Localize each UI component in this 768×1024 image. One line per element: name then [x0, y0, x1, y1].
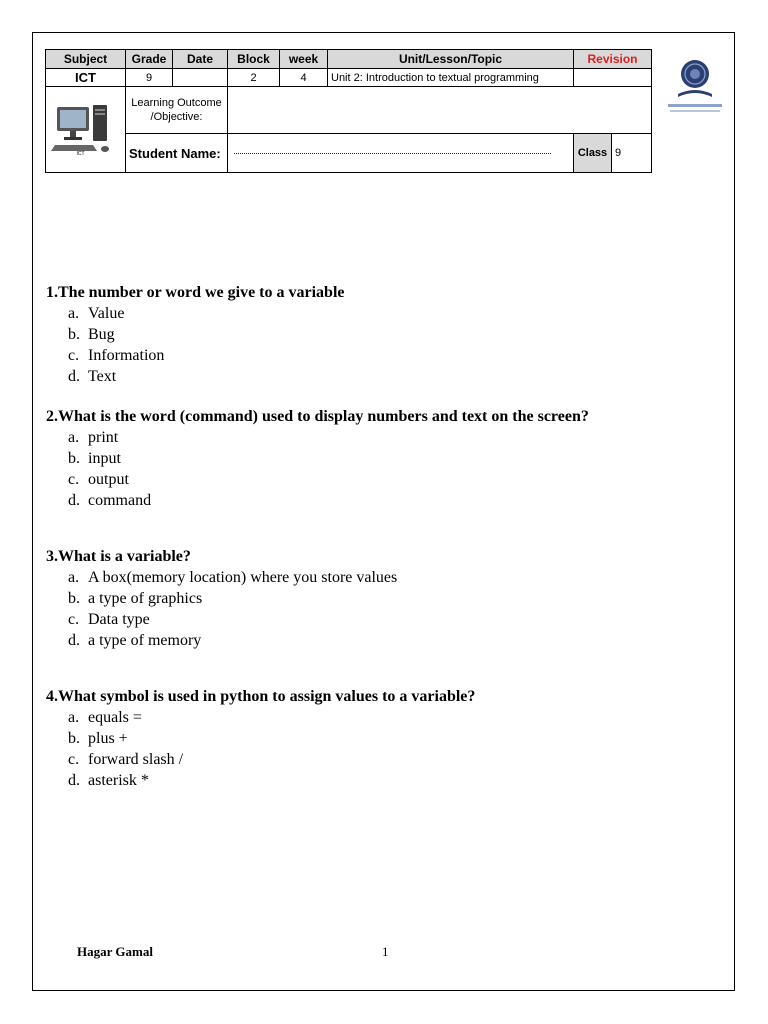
questions-section [46, 283, 736, 791]
option-item[interactable] [68, 707, 736, 728]
option-letter: b. [68, 590, 80, 607]
footer-author: Hagar Gamal [77, 944, 153, 959]
options-list [46, 567, 736, 651]
revision-value [574, 69, 652, 87]
option-letter: a. [68, 709, 80, 726]
option-text: print [88, 429, 119, 446]
options-list [46, 303, 736, 387]
week-header: week [280, 50, 328, 69]
option-item[interactable] [68, 630, 736, 651]
option-text: Information [88, 347, 165, 364]
option-letter: a. [68, 429, 80, 446]
option-item[interactable] [68, 749, 736, 770]
option-item[interactable] [68, 448, 736, 469]
pc-icon-caption: ICT [76, 150, 85, 157]
option-letter: d. [68, 632, 80, 649]
option-item[interactable] [68, 567, 736, 588]
option-text: Data type [88, 611, 150, 628]
option-text: input [88, 450, 121, 467]
option-letter: d. [68, 772, 80, 789]
revision-header: Revision [574, 50, 652, 69]
date-header: Date [173, 50, 228, 69]
option-text: forward slash / [88, 751, 184, 768]
option-text: Value [88, 305, 125, 322]
header-table [45, 49, 652, 173]
option-item[interactable] [68, 469, 736, 490]
class-value: 9 [612, 134, 652, 173]
option-letter: b. [68, 450, 80, 467]
option-letter: c. [68, 611, 80, 628]
option-text: command [88, 492, 152, 509]
option-text: equals = [88, 709, 142, 726]
pc-icon-cell [46, 87, 126, 173]
option-letter: d. [68, 368, 80, 385]
footer-page-number: 1 [382, 944, 389, 959]
option-item[interactable] [68, 728, 736, 749]
student-name-label: Student Name: [126, 134, 228, 173]
topic-value: Unit 2: Introduction to textual programming [328, 69, 574, 87]
options-list [46, 427, 736, 511]
option-letter: b. [68, 730, 80, 747]
date-value [173, 69, 228, 87]
grade-header: Grade [126, 50, 173, 69]
question-4 [46, 687, 736, 791]
option-letter: c. [68, 347, 80, 364]
option-letter: d. [68, 492, 80, 509]
options-list [46, 707, 736, 791]
option-letter: c. [68, 471, 80, 488]
week-value: 4 [280, 69, 328, 87]
option-text: a type of memory [88, 632, 202, 649]
option-text: plus + [88, 730, 128, 747]
option-item[interactable] [68, 345, 736, 366]
option-item[interactable] [68, 609, 736, 630]
subject-header: Subject [46, 50, 126, 69]
subject-value: ICT [46, 69, 126, 87]
option-letter: c. [68, 751, 80, 768]
student-name-field[interactable] [228, 134, 574, 173]
computer-icon [51, 101, 121, 159]
class-label: Class [574, 134, 612, 173]
option-item[interactable] [68, 588, 736, 609]
option-letter: b. [68, 326, 80, 343]
question-title: 1.The number or word we give to a variable [46, 284, 345, 301]
option-item[interactable] [68, 303, 736, 324]
question-1 [46, 283, 736, 387]
option-item[interactable] [68, 490, 736, 511]
question-title: 3.What is a variable? [46, 548, 191, 565]
school-logo [664, 58, 726, 118]
learning-outcome-value[interactable] [228, 87, 652, 134]
option-text: Text [88, 368, 117, 385]
question-3 [46, 547, 736, 651]
option-item[interactable] [68, 427, 736, 448]
option-text: Bug [88, 326, 115, 343]
option-text: asterisk * [88, 772, 149, 789]
learning-outcome-label: Learning Outcome /Objective: [126, 87, 228, 134]
option-text: output [88, 471, 129, 488]
question-2 [46, 407, 736, 511]
option-item[interactable] [68, 770, 736, 791]
topic-header: Unit/Lesson/Topic [328, 50, 574, 69]
block-header: Block [228, 50, 280, 69]
question-title: 2.What is the word (command) used to display numbers and text on the screen? [46, 408, 589, 425]
option-letter: a. [68, 569, 80, 586]
option-text: A box(memory location) where you store values [88, 569, 398, 586]
option-item[interactable] [68, 366, 736, 387]
option-text: a type of graphics [88, 590, 203, 607]
grade-value: 9 [126, 69, 173, 87]
block-value: 2 [228, 69, 280, 87]
option-item[interactable] [68, 324, 736, 345]
option-letter: a. [68, 305, 80, 322]
question-title: 4.What symbol is used in python to assign values to a variable? [46, 688, 476, 705]
